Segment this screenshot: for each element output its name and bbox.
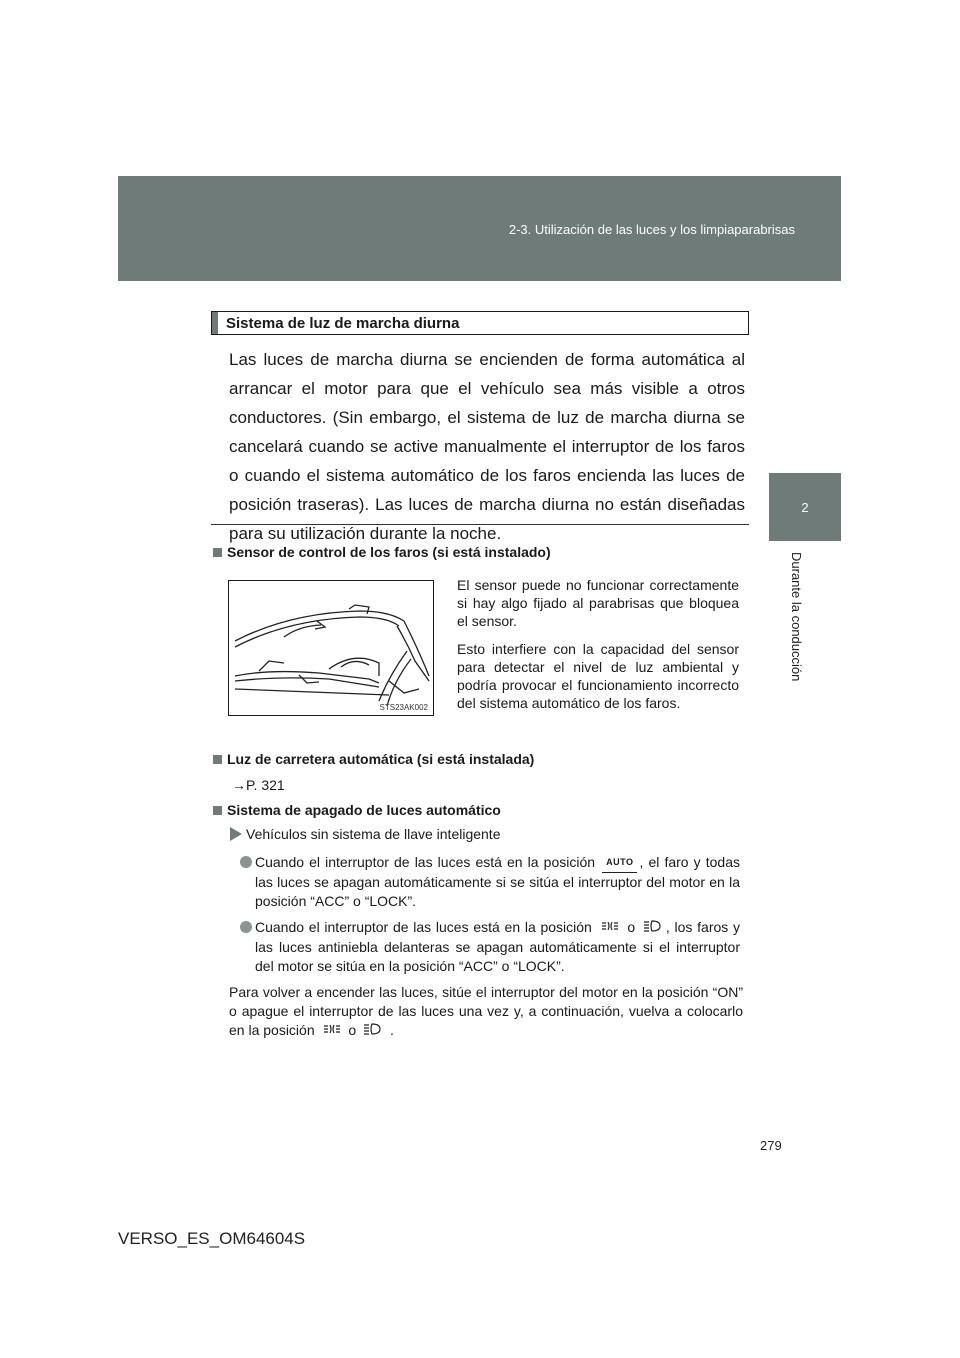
divider: [211, 524, 749, 525]
bullet-2-text-b: , los faros y las luces antiniebla delanteras se apagan automáticamente si el interruptor del motor se sitúa en la posición “ACC” o “LOCK”.: [255, 919, 741, 974]
reactivation-paragraph: [229, 983, 743, 1041]
auto-icon: AUTO: [602, 853, 637, 873]
chapter-side-label: Durante la conducción: [789, 552, 804, 682]
chapter-title: 2-3. Utilización de las luces y los limpiaparabrisas: [508, 222, 795, 237]
sensor-text-1: El sensor puede no funcionar correctamente si hay algo fijado al parabrisas que bloquea el sensor.: [457, 577, 739, 629]
autooff-heading: [213, 802, 501, 818]
page-number: 279: [760, 1138, 782, 1153]
highbeam-heading-text: Luz de carretera automática (si está instalada): [227, 751, 535, 767]
paragraph-or: o: [348, 1022, 357, 1038]
bullet-2: [240, 918, 740, 976]
section-title: Sistema de luz de marcha diurna: [226, 314, 460, 332]
vehicle-type-text: Vehículos sin sistema de llave inteligente: [246, 826, 501, 842]
windshield-illustration: [229, 581, 433, 715]
square-bullet-icon: [213, 548, 222, 557]
square-bullet-icon: [213, 806, 222, 815]
sensor-heading: [213, 544, 551, 560]
side-tab-spacer: [769, 281, 841, 473]
windshield-sensor-figure: [228, 580, 434, 716]
header-band: [118, 176, 841, 281]
headlight-icon: [362, 1022, 384, 1041]
circle-bullet-icon: [240, 921, 252, 933]
sensor-heading-text: Sensor de control de los faros (si está instalado): [227, 544, 551, 560]
section-title-box: [211, 311, 749, 335]
footer-code: VERSO_ES_OM64604S: [118, 1229, 306, 1248]
paragraph-text: Para volver a encender las luces, sitúe el interruptor del motor en la posición “ON” o apague el interruptor de las luces una vez y, a continuación, vuelva a colocarlo en la posición: [229, 984, 743, 1038]
bullet-1-text-a: Cuando el interruptor de las luces está en la posición: [255, 854, 596, 870]
headlight-icon: [642, 919, 664, 938]
tail-light-icon: [321, 1022, 343, 1041]
bullet-1: [240, 853, 740, 911]
figure-code: STS23AK002: [379, 703, 428, 712]
bullet-2-text-a: Cuando el interruptor de las luces está en la posición: [255, 919, 592, 935]
sensor-text-2: Esto interfiere con la capacidad del sensor para detectar el nivel de luz ambiental y podría provocar el funcionamiento incorrecto del sistema automático de los faros.: [457, 641, 739, 711]
autooff-heading-text: Sistema de apagado de luces automático: [227, 802, 501, 818]
paragraph-end: .: [389, 1022, 394, 1038]
page-reference: →P. 321: [232, 777, 285, 793]
vehicle-type-line: [230, 826, 500, 842]
chapter-number-tab: 2: [769, 473, 841, 541]
triangle-bullet-icon: [230, 827, 242, 841]
bullet-1-text-b: , el faro y todas las luces se apagan automáticamente si se sitúa el interruptor del motor en la posición “ACC” o “LOCK”.: [255, 854, 740, 910]
circle-bullet-icon: [240, 856, 252, 868]
section-accent-bar: [212, 312, 218, 334]
square-bullet-icon: [213, 755, 222, 764]
tail-light-icon: [599, 919, 621, 938]
section-intro: Las luces de marcha diurna se encienden de forma automática al arrancar el motor para que el vehículo sea más visible a otros conductores. (Sin embargo, el sistema de luz de marcha diurna se cancelará cuando se active manualmente el interruptor de los faros o cuando el sistema automático de los faros encienda las luces de posición traseras). Las luces de marcha diurna no están diseñadas para su utilización durante la noche.: [229, 350, 745, 543]
highbeam-heading: [213, 751, 534, 767]
bullet-2-or: o: [627, 919, 636, 935]
